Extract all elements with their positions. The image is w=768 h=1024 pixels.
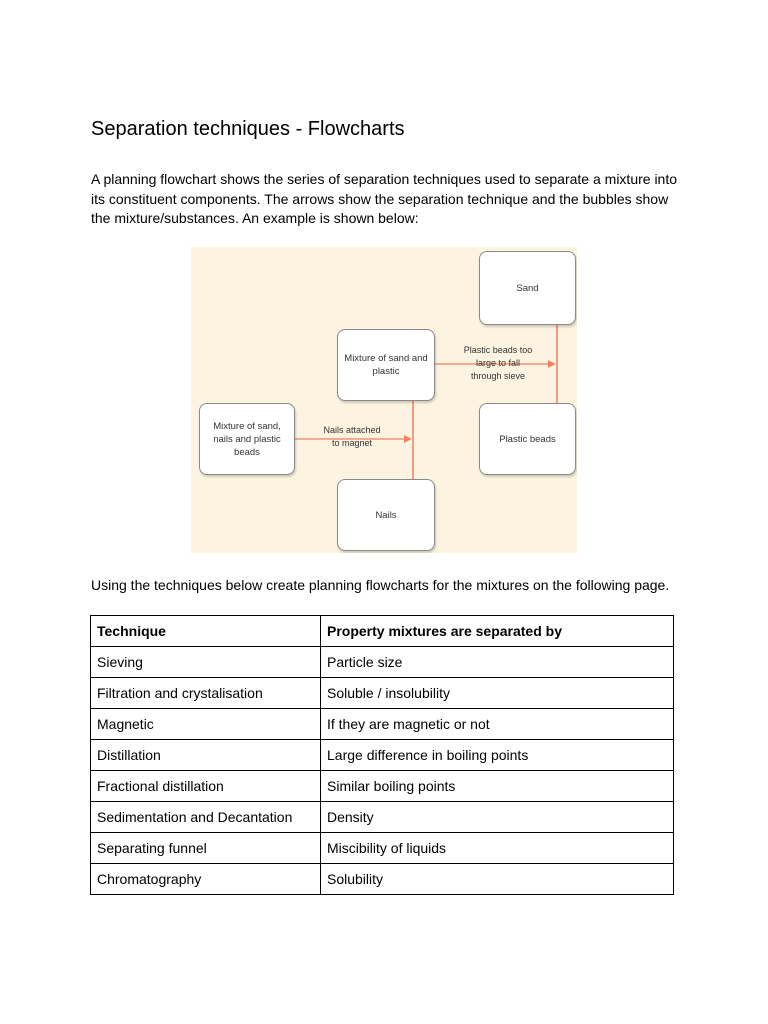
technique-cell: Fractional distillation bbox=[91, 771, 321, 802]
property-cell: Soluble / insolubility bbox=[321, 678, 674, 709]
table-row bbox=[91, 833, 674, 864]
technique-cell: Sieving bbox=[91, 647, 321, 678]
property-cell: Large difference in boiling points bbox=[321, 740, 674, 771]
edge-label-sieve: Plastic beads too large to fall through sieve bbox=[463, 345, 533, 381]
property-cell: Particle size bbox=[321, 647, 674, 678]
property-cell: If they are magnetic or not bbox=[321, 709, 674, 740]
table-row bbox=[91, 771, 674, 802]
table-row bbox=[91, 709, 674, 740]
node-mixture-sand-plastic: Mixture of sand and plastic bbox=[337, 329, 435, 401]
node-nails: Nails bbox=[337, 479, 435, 551]
table-row bbox=[91, 802, 674, 833]
table-row bbox=[91, 864, 674, 895]
table-row bbox=[91, 740, 674, 771]
technique-cell: Magnetic bbox=[91, 709, 321, 740]
technique-cell: Sedimentation and Decantation bbox=[91, 802, 321, 833]
technique-cell: Filtration and crystalisation bbox=[91, 678, 321, 709]
page-title: Separation techniques - Flowcharts bbox=[91, 118, 405, 140]
table-row bbox=[91, 647, 674, 678]
flowchart-figure bbox=[191, 247, 577, 553]
instruction-text: Using the techniques below create planning flowcharts for the mixtures on the following page. bbox=[91, 577, 670, 593]
property-cell: Solubility bbox=[321, 864, 674, 895]
property-cell: Density bbox=[321, 802, 674, 833]
edge-label-magnet: Nails attached to magnet bbox=[323, 425, 381, 448]
technique-cell: Distillation bbox=[91, 740, 321, 771]
technique-cell: Chromatography bbox=[91, 864, 321, 895]
table-header-row bbox=[91, 616, 674, 647]
property-cell: Similar boiling points bbox=[321, 771, 674, 802]
techniques-table bbox=[90, 615, 674, 895]
node-plastic-beads: Plastic beads bbox=[479, 403, 576, 475]
property-cell: Miscibility of liquids bbox=[321, 833, 674, 864]
node-mixture-all: Mixture of sand, nails and plastic beads bbox=[199, 403, 295, 475]
table-row bbox=[91, 678, 674, 709]
node-sand: Sand bbox=[479, 251, 576, 325]
technique-cell: Separating funnel bbox=[91, 833, 321, 864]
column-header-technique: Technique bbox=[91, 616, 321, 647]
column-header-property: Property mixtures are separated by bbox=[321, 616, 674, 647]
intro-paragraph: A planning flowchart shows the series of separation techniques used to separate a mixture into its constituent components. The arrows show the separation technique and the bubbles show the mixture/substances. An example is shown below: bbox=[91, 171, 678, 226]
